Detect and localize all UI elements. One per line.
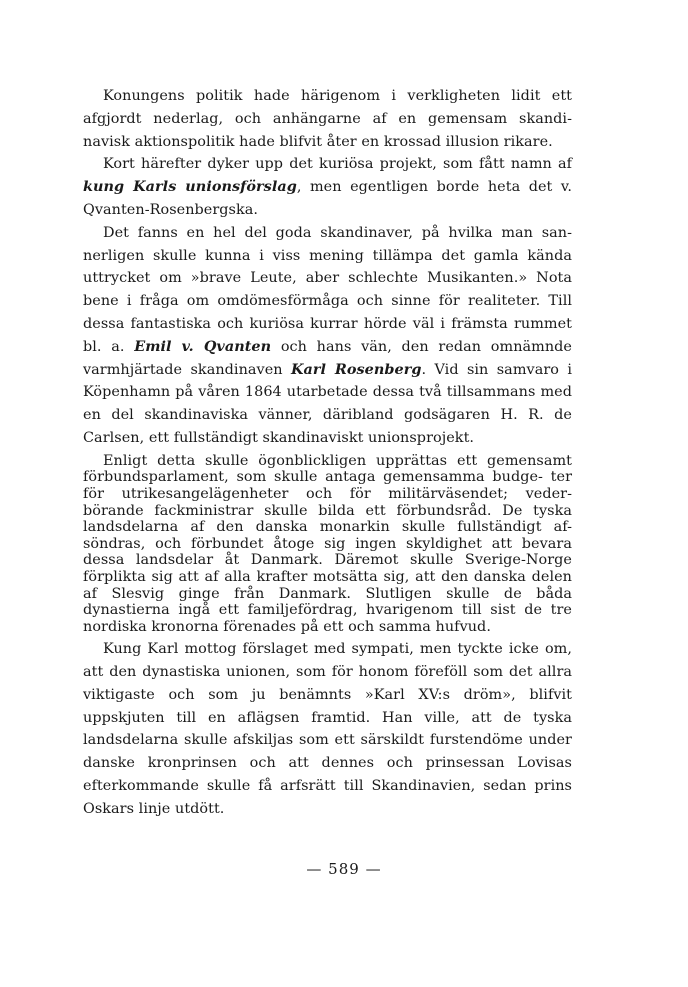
emphasized-name: Karl Rosenberg: [290, 360, 422, 378]
text-run: Det fanns en hel del goda skandinaver, på hvilka man san- nerligen skulle kunna i viss mening tillämpa det gamla kända uttrycket om »brave Leute, aber schlechte Musikanten.» Nota bene i fråga om omdömesförmåga och sinne för realiteter. Till dessa fantastiska och kuriösa kurrar hörde väl i främsta rummet bl. a.: [83, 224, 572, 355]
paragraph: [83, 85, 572, 153]
text-run: och hans vän, den redan omnämnde varmhjärtade skandinaven: [83, 338, 572, 378]
text-run: Konungens politik hade härigenom i verkligheten lidit ett afgjordt nederlag, och anhängarne af en gemensam skandi- navisk aktionspolitik hade blifvit åter en krossad illusion rikare.: [83, 88, 572, 150]
text-run: Enligt detta skulle ögonblickligen upprättas ett gemensamt förbundsparlament, som skulle antaga gemensamma budge- ter för utrikesangelägenheter och för militärväsendet; veder- börande fackministrar skulle bilda ett förbundsråd. De tyska landsdelarna af den danska monarkin skulle fullständigt af- söndras, och förbundet åtoge sig ingen skyldighet att bevara dessa landsdelar åt Danmark. Däremot skulle Sverige-Norge förplikta sig att af alla krafter motsätta sig, att den danska delen af Slesvig ginge från Danmark. Slutligen skulle de båda dynastierna ingå ett familjefördrag, hvarigenom till sist de tre nordiska kronorna förenades på ett och samma hufvud.: [83, 452, 572, 635]
paragraph: [83, 153, 572, 221]
paragraph: [83, 453, 572, 636]
text-run: . Vid sin samvaro i Köpenhamn på våren 1864 utarbetade dessa två tillsammans med en del skandinaviska vänner, däribland godsägaren H. R. de Carlsen, ett fullständigt skandinaviskt unionsprojekt.: [83, 361, 573, 446]
emphasized-name: Emil v. Qvanten: [134, 337, 272, 355]
paragraph: [83, 638, 572, 820]
text-run: Kung Karl mottog förslaget med sympati, men tyckte icke om, att den dynastiska unionen, som för honom föreföll som det allra viktigaste och som ju benämnts »Karl XV:s dröm», blifvit uppskjuten till en aflägsen framtid. Han ville, att de tyska landsdelarna skulle afskiljas som ett särskildt furstendöme under danske kronprinsen och att dennes och prinsessan Lovisas efterkommande skulle få arfsrätt till Skandinavien, sedan prins Oskars linje utdött.: [83, 641, 572, 817]
text-run: Kort härefter dyker upp det kuriösa projekt, som fått namn af: [103, 156, 572, 173]
page-number: — 589 —: [306, 860, 382, 878]
paragraph: [83, 222, 572, 450]
body-text: [83, 85, 572, 821]
text-run: , men egentligen borde heta det v. Qvanten-Rosenbergska.: [83, 179, 572, 218]
emphasized-name: kung Karls unionsförslag: [83, 178, 297, 196]
